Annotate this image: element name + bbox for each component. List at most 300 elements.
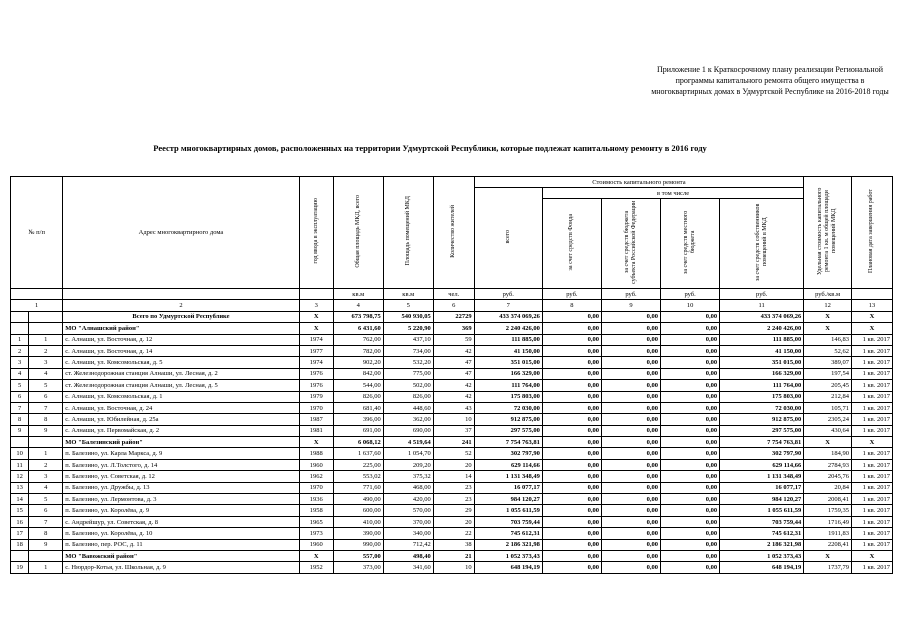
table-row: [11, 345, 893, 356]
row-cost-total: 111 885,00: [474, 334, 542, 345]
row-subnumber: 7: [29, 516, 63, 527]
row-number: 7: [11, 402, 29, 413]
row-deadline: 1 кв. 2017: [851, 425, 892, 436]
row-region-budget: 0,00: [601, 459, 660, 470]
row-local-budget: 0,00: [661, 368, 720, 379]
unit-cell: руб.: [601, 289, 660, 300]
row-premises-area: 468,00: [383, 482, 433, 493]
row-number: 6: [11, 391, 29, 402]
row-owners: 111 885,00: [720, 334, 804, 345]
row-address: п. Балезино, ул. Л.Толстого, д. 14: [63, 459, 299, 470]
row-cost-total: 175 803,00: [474, 391, 542, 402]
row-unit-cost: X: [804, 323, 852, 334]
row-number: 10: [11, 448, 29, 459]
row-total-area: 842,00: [333, 368, 383, 379]
row-unit-cost: 184,90: [804, 448, 852, 459]
row-residents: 38: [433, 539, 474, 550]
row-local-budget: 0,00: [661, 539, 720, 550]
row-fund: 0,00: [542, 402, 601, 413]
row-residents: 52: [433, 448, 474, 459]
unit-cell: руб.: [542, 289, 601, 300]
row-year: 1960: [299, 459, 333, 470]
row-total-area: 6 068,12: [333, 437, 383, 448]
row-cost-total: 351 015,00: [474, 357, 542, 368]
row-local-budget: 0,00: [661, 505, 720, 516]
row-number: 18: [11, 539, 29, 550]
row-fund: 0,00: [542, 391, 601, 402]
row-fund: 0,00: [542, 494, 601, 505]
row-number: 5: [11, 380, 29, 391]
row-deadline: 1 кв. 2017: [851, 391, 892, 402]
row-residents: 47: [433, 368, 474, 379]
row-fund: 0,00: [542, 323, 601, 334]
row-region-budget: 0,00: [601, 334, 660, 345]
row-number: 4: [11, 368, 29, 379]
row-fund: 0,00: [542, 550, 601, 561]
header-owners: за счет средств собственников помещений в МКД: [720, 199, 804, 289]
row-subnumber: 9: [29, 425, 63, 436]
row-year: 1958: [299, 505, 333, 516]
row-owners: 912 875,00: [720, 414, 804, 425]
unit-cell: руб./кв.м: [804, 289, 852, 300]
row-cost-total: 984 120,27: [474, 494, 542, 505]
table-row: [11, 505, 893, 516]
unit-cell: [11, 289, 63, 300]
row-residents: 42: [433, 380, 474, 391]
row-local-budget: 0,00: [661, 414, 720, 425]
row-unit-cost: 2045,76: [804, 471, 852, 482]
column-number: 12: [804, 300, 852, 311]
row-address: с. Алнаши, ул. Восточная, д. 14: [63, 345, 299, 356]
row-premises-area: 734,00: [383, 345, 433, 356]
row-local-budget: 0,00: [661, 550, 720, 561]
row-fund: 0,00: [542, 357, 601, 368]
row-owners: 41 150,00: [720, 345, 804, 356]
row-year: X: [299, 550, 333, 561]
row-unit-cost: X: [804, 437, 852, 448]
row-fund: 0,00: [542, 528, 601, 539]
row-deadline: 1 кв. 2017: [851, 345, 892, 356]
row-address: с. Алнаши, ул. Восточная, д. 12: [63, 334, 299, 345]
municipality-name: МО "Вавожский район": [63, 550, 299, 561]
row-address: п. Балезино, ул. Карла Маркса, д. 9: [63, 448, 299, 459]
header-address: Адрес многоквартирного дома: [63, 177, 299, 289]
row-total-area: 771,60: [333, 482, 383, 493]
row-premises-area: 340,00: [383, 528, 433, 539]
row-total-area: 410,00: [333, 516, 383, 527]
appendix-note: Приложение 1 к Краткосрочному плану реализации Региональной программы капитального ремонта общего имущества в многоквартирных домах в Удмуртской Республике на 2016-2018 годы: [651, 65, 889, 96]
row-cost-total: 297 575,00: [474, 425, 542, 436]
row-subnumber: 5: [29, 380, 63, 391]
row-local-budget: 0,00: [661, 334, 720, 345]
empty-cell: [11, 437, 29, 448]
column-number: 1: [11, 300, 63, 311]
row-cost-total: 1 052 373,43: [474, 550, 542, 561]
row-cost-total: 433 374 069,26: [474, 311, 542, 322]
row-region-budget: 0,00: [601, 437, 660, 448]
row-owners: 297 575,00: [720, 425, 804, 436]
row-deadline: 1 кв. 2017: [851, 368, 892, 379]
row-premises-area: 532,20: [383, 357, 433, 368]
empty-cell: [29, 437, 63, 448]
row-number: 19: [11, 562, 29, 573]
row-region-budget: 0,00: [601, 391, 660, 402]
row-year: 1981: [299, 425, 333, 436]
row-address: п. Балезино, ул. Королёва, д. 10: [63, 528, 299, 539]
row-owners: 1 131 348,49: [720, 471, 804, 482]
table-row: [11, 494, 893, 505]
table-row: [11, 562, 893, 573]
row-year: 1962: [299, 471, 333, 482]
row-region-budget: 0,00: [601, 323, 660, 334]
row-unit-cost: 205,45: [804, 380, 852, 391]
row-residents: 37: [433, 425, 474, 436]
row-region-budget: 0,00: [601, 528, 660, 539]
row-premises-area: 690,00: [383, 425, 433, 436]
row-number: 14: [11, 494, 29, 505]
row-region-budget: 0,00: [601, 448, 660, 459]
row-address: с. Андрейшур, ул. Советская, д. 8: [63, 516, 299, 527]
row-cost-total: 912 875,00: [474, 414, 542, 425]
row-subnumber: 6: [29, 505, 63, 516]
row-unit-cost: X: [804, 550, 852, 561]
table-row: [11, 357, 893, 368]
header-residents: Количество жителей: [433, 177, 474, 289]
row-total-area: 557,00: [333, 550, 383, 561]
row-year: 1936: [299, 494, 333, 505]
row-residents: 42: [433, 391, 474, 402]
row-region-budget: 0,00: [601, 380, 660, 391]
row-local-budget: 0,00: [661, 323, 720, 334]
row-deadline: 1 кв. 2017: [851, 539, 892, 550]
row-number: 8: [11, 414, 29, 425]
row-cost-total: 7 754 763,81: [474, 437, 542, 448]
row-cost-total: 703 759,44: [474, 516, 542, 527]
document-title: Реестр многоквартирных домов, расположенных на территории Удмуртской Республики, которые подлежат капитальному ремонту в 2016 году: [153, 143, 707, 153]
row-year: 1973: [299, 528, 333, 539]
row-owners: 16 077,17: [720, 482, 804, 493]
row-local-budget: 0,00: [661, 448, 720, 459]
row-region-budget: 0,00: [601, 425, 660, 436]
row-residents: 10: [433, 562, 474, 573]
row-region-budget: 0,00: [601, 516, 660, 527]
header-cost-group: Стоимость капитального ремонта: [474, 177, 804, 188]
row-number: 13: [11, 482, 29, 493]
row-owners: 1 052 373,43: [720, 550, 804, 561]
header-year: год ввода в эксплуатацию: [299, 177, 333, 289]
row-number: 11: [11, 459, 29, 470]
header-deadline: Плановая дата завершения работ: [851, 177, 892, 289]
row-deadline: X: [851, 550, 892, 561]
row-residents: 42: [433, 345, 474, 356]
row-deadline: 1 кв. 2017: [851, 402, 892, 413]
row-fund: 0,00: [542, 437, 601, 448]
row-number: 17: [11, 528, 29, 539]
table-row: [11, 539, 893, 550]
row-residents: 241: [433, 437, 474, 448]
row-fund: 0,00: [542, 334, 601, 345]
row-unit-cost: 389,07: [804, 357, 852, 368]
row-residents: 43: [433, 402, 474, 413]
row-region-budget: 0,00: [601, 345, 660, 356]
row-residents: 23: [433, 494, 474, 505]
table-row: [11, 368, 893, 379]
header-total-area: Общая площадь МКД, всего: [333, 177, 383, 289]
row-address: ст. Железнодорожная станция Алнаши, ул. Лесная, д. 5: [63, 380, 299, 391]
empty-cell: [11, 550, 29, 561]
row-unit-cost: 1759,35: [804, 505, 852, 516]
row-owners: 703 759,44: [720, 516, 804, 527]
row-premises-area: 502,00: [383, 380, 433, 391]
row-fund: 0,00: [542, 505, 601, 516]
row-premises-area: 570,00: [383, 505, 433, 516]
row-premises-area: 1 054,70: [383, 448, 433, 459]
municipality-row: [11, 437, 893, 448]
row-subnumber: 8: [29, 414, 63, 425]
row-deadline: 1 кв. 2017: [851, 334, 892, 345]
row-premises-area: 5 220,90: [383, 323, 433, 334]
row-number: 2: [11, 345, 29, 356]
row-total-area: 826,00: [333, 391, 383, 402]
table-row: [11, 391, 893, 402]
row-year: 1976: [299, 380, 333, 391]
row-local-budget: 0,00: [661, 494, 720, 505]
row-fund: 0,00: [542, 539, 601, 550]
row-premises-area: 540 930,05: [383, 311, 433, 322]
row-unit-cost: 2208,41: [804, 539, 852, 550]
row-year: 1974: [299, 357, 333, 368]
row-local-budget: 0,00: [661, 402, 720, 413]
unit-cell: [63, 289, 299, 300]
row-year: 1974: [299, 334, 333, 345]
row-fund: 0,00: [542, 414, 601, 425]
row-fund: 0,00: [542, 380, 601, 391]
row-total-area: 691,00: [333, 425, 383, 436]
table-row: [11, 402, 893, 413]
row-cost-total: 2 240 426,00: [474, 323, 542, 334]
row-subnumber: 9: [29, 539, 63, 550]
row-fund: 0,00: [542, 311, 601, 322]
row-residents: 22: [433, 528, 474, 539]
row-year: 1970: [299, 402, 333, 413]
row-year: 1960: [299, 539, 333, 550]
row-deadline: X: [851, 311, 892, 322]
row-premises-area: 712,42: [383, 539, 433, 550]
row-premises-area: 375,32: [383, 471, 433, 482]
row-local-budget: 0,00: [661, 345, 720, 356]
row-total-area: 990,00: [333, 539, 383, 550]
row-region-budget: 0,00: [601, 539, 660, 550]
row-unit-cost: 1716,49: [804, 516, 852, 527]
row-deadline: X: [851, 323, 892, 334]
row-address: ст. Железнодорожная станция Алнаши, ул. Лесная, д. 2: [63, 368, 299, 379]
row-owners: 648 194,19: [720, 562, 804, 573]
row-deadline: 1 кв. 2017: [851, 528, 892, 539]
row-owners: 2 240 426,00: [720, 323, 804, 334]
unit-cell: кв.м: [383, 289, 433, 300]
row-owners: 745 612,31: [720, 528, 804, 539]
row-local-budget: 0,00: [661, 528, 720, 539]
row-deadline: 1 кв. 2017: [851, 448, 892, 459]
row-subnumber: 7: [29, 402, 63, 413]
total-row: [11, 311, 893, 322]
row-deadline: 1 кв. 2017: [851, 494, 892, 505]
row-unit-cost: 1911,83: [804, 528, 852, 539]
row-cost-total: 745 612,31: [474, 528, 542, 539]
row-year: 1976: [299, 368, 333, 379]
column-number: 13: [851, 300, 892, 311]
row-subnumber: 6: [29, 391, 63, 402]
row-total-area: 762,00: [333, 334, 383, 345]
table-row: [11, 471, 893, 482]
row-owners: 1 055 611,59: [720, 505, 804, 516]
column-number: 3: [299, 300, 333, 311]
row-address: п. Балезино, ул. Советская, д. 12: [63, 471, 299, 482]
row-subnumber: 1: [29, 334, 63, 345]
row-fund: 0,00: [542, 482, 601, 493]
row-address: п. Балезино, ул. Лермонтова, д. 3: [63, 494, 299, 505]
row-subnumber: 1: [29, 562, 63, 573]
column-number: 6: [433, 300, 474, 311]
row-unit-cost: 20,84: [804, 482, 852, 493]
row-subnumber: 3: [29, 471, 63, 482]
row-total-area: 373,00: [333, 562, 383, 573]
header-local-budget: за счет средств местного бюджета: [661, 199, 720, 289]
row-local-budget: 0,00: [661, 437, 720, 448]
unit-cell: кв.м: [333, 289, 383, 300]
row-cost-total: 2 186 321,98: [474, 539, 542, 550]
empty-cell: [11, 311, 29, 322]
row-year: 1965: [299, 516, 333, 527]
row-subnumber: 2: [29, 345, 63, 356]
empty-cell: [29, 323, 63, 334]
row-residents: 59: [433, 334, 474, 345]
table-row: [11, 334, 893, 345]
row-number: 12: [11, 471, 29, 482]
row-unit-cost: 146,83: [804, 334, 852, 345]
row-fund: 0,00: [542, 471, 601, 482]
row-total-area: 544,00: [333, 380, 383, 391]
row-residents: 29: [433, 505, 474, 516]
row-fund: 0,00: [542, 516, 601, 527]
row-premises-area: 209,20: [383, 459, 433, 470]
header-fund: за счет средств Фонда: [542, 199, 601, 289]
row-cost-total: 1 055 611,59: [474, 505, 542, 516]
row-region-budget: 0,00: [601, 357, 660, 368]
empty-cell: [29, 550, 63, 561]
row-residents: 369: [433, 323, 474, 334]
row-total-area: 782,00: [333, 345, 383, 356]
row-total-area: 1 637,60: [333, 448, 383, 459]
row-total-area: 390,00: [333, 528, 383, 539]
row-local-budget: 0,00: [661, 516, 720, 527]
row-total-area: 600,00: [333, 505, 383, 516]
unit-cell: [299, 289, 333, 300]
header-premises-area: Площадь помещений МКД: [383, 177, 433, 289]
row-local-budget: 0,00: [661, 391, 720, 402]
row-year: X: [299, 323, 333, 334]
row-region-budget: 0,00: [601, 550, 660, 561]
row-cost-total: 111 764,00: [474, 380, 542, 391]
row-cost-total: 41 150,00: [474, 345, 542, 356]
row-owners: 175 803,00: [720, 391, 804, 402]
row-premises-area: 437,10: [383, 334, 433, 345]
row-local-budget: 0,00: [661, 380, 720, 391]
row-premises-area: 362,00: [383, 414, 433, 425]
table-row: [11, 448, 893, 459]
row-address: п. Балезино, пер. РОС, д. 11: [63, 539, 299, 550]
table-row: [11, 482, 893, 493]
row-cost-total: 166 329,00: [474, 368, 542, 379]
row-total-area: 6 431,60: [333, 323, 383, 334]
row-subnumber: 8: [29, 528, 63, 539]
table-row: [11, 528, 893, 539]
header-num: № п/п: [11, 177, 63, 289]
unit-cell: [851, 289, 892, 300]
column-number: 4: [333, 300, 383, 311]
municipality-row: [11, 550, 893, 561]
row-local-budget: 0,00: [661, 357, 720, 368]
row-residents: 22729: [433, 311, 474, 322]
row-unit-cost: 2784,93: [804, 459, 852, 470]
row-local-budget: 0,00: [661, 311, 720, 322]
row-region-budget: 0,00: [601, 368, 660, 379]
registry-table: [10, 176, 893, 574]
row-residents: 10: [433, 414, 474, 425]
row-owners: 629 114,66: [720, 459, 804, 470]
row-region-budget: 0,00: [601, 471, 660, 482]
row-deadline: 1 кв. 2017: [851, 459, 892, 470]
header-total: всего: [474, 188, 542, 289]
total-label: Всего по Удмуртской Республике: [63, 311, 299, 322]
row-owners: 166 329,00: [720, 368, 804, 379]
row-number: 15: [11, 505, 29, 516]
row-deadline: 1 кв. 2017: [851, 471, 892, 482]
row-subnumber: 1: [29, 448, 63, 459]
row-cost-total: 16 077,17: [474, 482, 542, 493]
row-region-budget: 0,00: [601, 562, 660, 573]
unit-cell: руб.: [720, 289, 804, 300]
row-cost-total: 72 030,00: [474, 402, 542, 413]
column-number: 11: [720, 300, 804, 311]
header-incl: в том числе: [542, 188, 803, 199]
row-premises-area: 370,00: [383, 516, 433, 527]
row-local-budget: 0,00: [661, 562, 720, 573]
row-year: X: [299, 311, 333, 322]
row-year: 1987: [299, 414, 333, 425]
row-deadline: 1 кв. 2017: [851, 516, 892, 527]
empty-cell: [29, 311, 63, 322]
row-premises-area: 4 519,64: [383, 437, 433, 448]
row-total-area: 673 798,75: [333, 311, 383, 322]
row-total-area: 225,00: [333, 459, 383, 470]
row-unit-cost: 430,64: [804, 425, 852, 436]
row-residents: 20: [433, 516, 474, 527]
column-number: 5: [383, 300, 433, 311]
row-year: 1979: [299, 391, 333, 402]
row-cost-total: 1 131 348,49: [474, 471, 542, 482]
row-fund: 0,00: [542, 345, 601, 356]
row-year: 1988: [299, 448, 333, 459]
row-owners: 351 015,00: [720, 357, 804, 368]
row-region-budget: 0,00: [601, 494, 660, 505]
row-local-budget: 0,00: [661, 459, 720, 470]
table-row: [11, 459, 893, 470]
row-year: 1977: [299, 345, 333, 356]
row-owners: 7 754 763,81: [720, 437, 804, 448]
table-row: [11, 516, 893, 527]
row-subnumber: 4: [29, 482, 63, 493]
